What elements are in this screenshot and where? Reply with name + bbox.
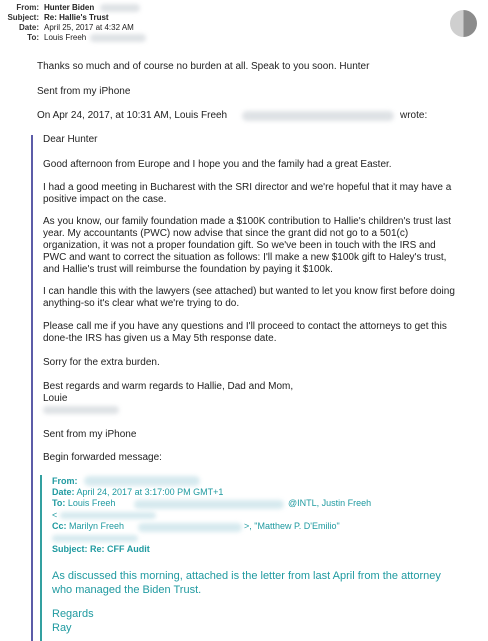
fwd-cc-row [52,521,124,532]
fwd-regards: Regards [52,608,94,620]
paragraph-line: done-the IRS has given us a May 5th response date. [43,333,277,344]
paragraph: Good afternoon from Europe and I hope you and the family had a great Easter. [43,159,392,170]
redacted-recipient [134,500,284,509]
fwd-to-row [52,498,115,509]
fwd-from-label: From: [52,476,78,486]
fwd-subject-value: Re: CFF Audit [90,544,150,554]
quote-attribution: On Apr 24, 2017, at 10:31 AM, Louis Freeh [37,110,228,121]
fwd-sender-name: Ray [52,622,72,634]
fwd-to-value-cont: @INTL, Justin Freeh [288,498,372,508]
redacted-text [43,406,119,414]
avatar [450,10,477,37]
fwd-cc-label: Cc: [52,521,67,531]
fwd-subject-label: Subject: [52,544,88,554]
paragraph-line: and Hallie's trust will reimburse the foundation by paying it $100k. [43,264,333,275]
fwd-to-bracket: < [52,510,58,520]
to-label: To: [27,33,39,42]
paragraph-line: PWC and want to correct the situation as follows: I'll make a new $100k gift to Haley's trust, [43,252,447,263]
email-header [0,0,488,50]
paragraph: Sorry for the extra burden. [43,357,160,368]
fwd-cc-value-cont: >, "Matthew P. D'Emilio" [244,521,340,531]
subject-value: Re: Hallie's Trust [44,13,109,22]
redacted-email [90,34,146,42]
redacted-email [100,4,140,12]
fwd-cc-value[interactable]: Marilyn Freeh [69,521,125,531]
reply-text: Thanks so much and of course no burden at all. Speak to you soon. Hunter [37,61,370,72]
paragraph-line: anything-so it's clear what we're trying to do. [43,298,240,309]
paragraph-line: year. My accountants (PWC) now advise that since the grant did not go to a 501(c) [43,228,409,239]
paragraph-line: As you know, our family foundation made a $100K contribution to Hallie's children's trust last [43,216,451,227]
fwd-date-value: April 24, 2017 at 3:17:00 PM GMT+1 [76,487,224,497]
date-label: Date: [18,23,39,32]
quote-attribution-suffix: wrote: [400,110,428,121]
paragraph-line: Please call me if you have any questions and I'll proceed to contact the attorneys to get this [43,321,447,332]
fwd-to-label: To: [52,498,66,508]
forward-quote-bar [40,475,42,641]
paragraph-line: organization, it was not a proper foundation gift. So we've been in touch with the IRS and [43,240,436,251]
sent-from-iphone: Sent from my iPhone [43,429,137,440]
fwd-body-line: As discussed this morning, attached is the letter from last April from the attorney [52,570,441,582]
fwd-body-line: who managed the Biden Trust. [52,584,202,596]
fwd-to-value[interactable]: Louis Freeh [67,498,116,508]
redacted-cc [52,535,138,542]
to-value[interactable]: Louis Freeh [44,33,87,42]
quote-bar [31,135,33,641]
date-value: April 25, 2017 at 4:32 AM [44,23,134,32]
fwd-date-row [52,487,223,498]
greeting: Dear Hunter [43,134,98,145]
fwd-date-label: Date: [52,487,75,497]
fwd-subject-row [52,544,150,555]
paragraph-line: I can handle this with the lawyers (see attached) but wanted to let you know first before doing [43,286,455,297]
signature-name: Louie [43,393,68,404]
from-label: From: [16,3,39,12]
paragraph-line: positive impact on the case. [43,194,167,205]
redacted-email [242,111,394,121]
subject-label: Subject: [7,13,39,22]
redacted-sender [84,476,200,486]
closing-line: Best regards and warm regards to Hallie, Dad and Mom, [43,381,294,392]
begin-forwarded-label: Begin forwarded message: [43,452,162,463]
paragraph-line: I had a good meeting in Bucharest with the SRI director and we're hopeful that it may have a [43,182,452,193]
redacted-recipient [60,512,156,519]
from-value[interactable]: Hunter Biden [44,3,95,12]
redacted-cc [138,523,242,532]
reply-signature: Sent from my iPhone [37,86,131,97]
